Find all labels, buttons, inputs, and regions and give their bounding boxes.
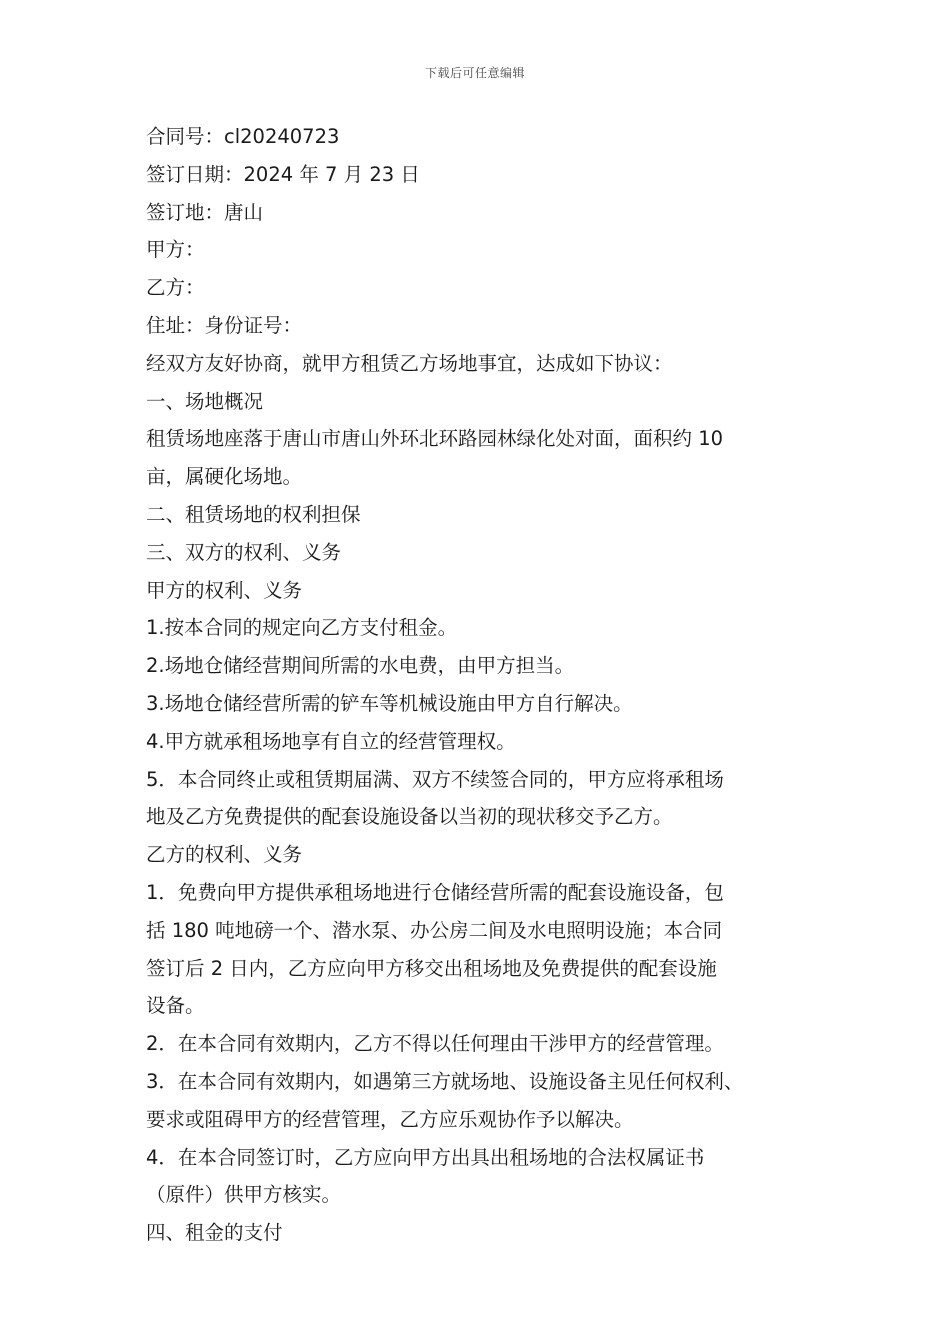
clause-item-continued: 要求或阻碍甲方的经营管理，乙方应乐观协作予以解决。 bbox=[146, 1107, 634, 1131]
signing-place: 签订地：唐山 bbox=[146, 200, 264, 224]
clause-item: 4.甲方就承租场地享有自立的经营管理权。 bbox=[146, 729, 516, 753]
paragraph-line: 亩，属硬化场地。 bbox=[146, 465, 303, 489]
section-heading-2: 二、租赁场地的权利担保 bbox=[146, 502, 361, 526]
section-heading-1: 一、场地概况 bbox=[146, 389, 264, 413]
clause-item: 2.场地仓储经营期间所需的水电费，由甲方担当。 bbox=[146, 654, 575, 678]
clause-item-continued: （原件）供甲方核实。 bbox=[146, 1183, 342, 1207]
clause-item-continued: 括 180 吨地磅一个、潜水泵、办公房二间及水电照明设施；本合同 bbox=[146, 918, 723, 942]
subsection-heading-party-a: 甲方的权利、义务 bbox=[146, 578, 303, 602]
signing-date: 签订日期：2024 年 7 月 23 日 bbox=[146, 162, 420, 186]
page-header: 下载后可任意编辑 bbox=[424, 66, 525, 80]
clause-item: 3．在本合同有效期内，如遇第三方就场地、设施设备主见任何权利、 bbox=[146, 1069, 744, 1093]
paragraph-line: 租赁场地座落于唐山市唐山外环北环路园林绿化处对面，面积约 10 bbox=[146, 427, 724, 451]
subsection-heading-party-b: 乙方的权利、义务 bbox=[146, 843, 303, 867]
clause-item-continued: 地及乙方免费提供的配套设施设备以当初的现状移交予乙方。 bbox=[146, 805, 673, 829]
clause-item-continued: 设备。 bbox=[146, 994, 205, 1018]
clause-item: 5．本合同终止或租赁期届满、双方不续签合同的，甲方应将承租场 bbox=[146, 767, 724, 791]
section-heading-4: 四、租金的支付 bbox=[146, 1221, 283, 1245]
clause-item: 4．在本合同签订时，乙方应向甲方出具出租场地的合法权属证书 bbox=[146, 1145, 705, 1169]
party-a: 甲方： bbox=[146, 238, 205, 262]
clause-item: 2．在本合同有效期内，乙方不得以任何理由干涉甲方的经营管理。 bbox=[146, 1032, 724, 1056]
clause-item-continued: 签订后 2 日内，乙方应向甲方移交出租场地及免费提供的配套设施 bbox=[146, 956, 717, 980]
section-heading-3: 三、双方的权利、义务 bbox=[146, 540, 342, 564]
clause-item: 1．免费向甲方提供承租场地进行仓储经营所需的配套设施设备，包 bbox=[146, 880, 724, 904]
address-id-number: 住址：身份证号： bbox=[146, 313, 303, 337]
clause-item: 1.按本合同的规定向乙方支付租金。 bbox=[146, 616, 458, 640]
document-body bbox=[146, 118, 826, 1252]
clause-item: 3.场地仓储经营所需的铲车等机械设施由甲方自行解决。 bbox=[146, 691, 633, 715]
party-b: 乙方： bbox=[146, 276, 205, 300]
preamble: 经双方友好协商，就甲方租赁乙方场地事宜，达成如下协议： bbox=[146, 351, 673, 375]
contract-number: 合同号：cl20240723 bbox=[146, 125, 340, 148]
